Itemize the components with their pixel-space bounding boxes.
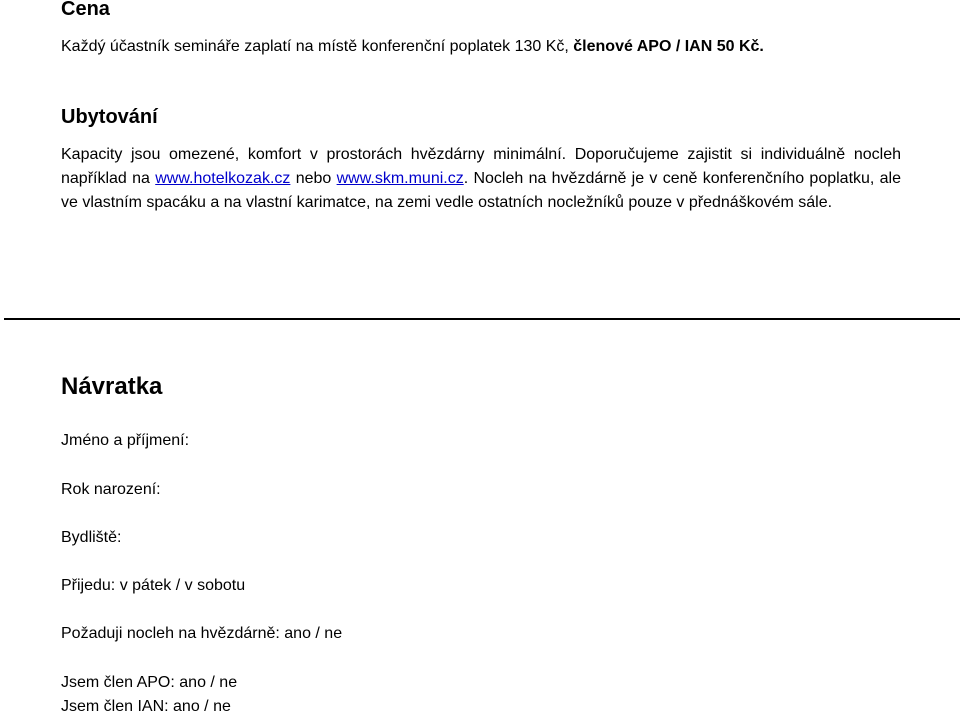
form-field-lodging: Požaduji nocleh na hvězdárně: ano / ne xyxy=(61,625,343,642)
section-heading-ubytovani: Ubytování xyxy=(61,106,158,128)
hotel-kozak-link[interactable]: www.hotelkozak.cz xyxy=(155,170,291,187)
form-field-birth-year: Rok narození: xyxy=(61,481,161,498)
price-paragraph xyxy=(61,36,764,58)
section-heading-cena: Cena xyxy=(61,0,110,20)
accommodation-text-2: nebo xyxy=(290,170,337,187)
accommodation-text-1: Kapacity jsou omezené, komfort v prostorách hvězdárny minimální. Doporučujeme zajistit si individuálně nocleh například na xyxy=(61,146,901,187)
form-field-name: Jméno a příjmení: xyxy=(61,432,190,449)
form-field-arrival: Přijedu: v pátek / v sobotu xyxy=(61,577,246,594)
price-members-text: členové APO / IAN 50 Kč. xyxy=(573,38,764,55)
section-heading-navratka: Návratka xyxy=(61,373,163,400)
form-field-ian-member: Jsem člen IAN: ano / ne xyxy=(61,698,231,715)
form-field-address: Bydliště: xyxy=(61,529,122,546)
form-field-apo-member: Jsem člen APO: ano / ne xyxy=(61,674,238,691)
section-divider xyxy=(4,318,960,320)
accommodation-paragraph xyxy=(61,143,901,215)
accommodation-text-3: . Nocleh na hvězdárně je v ceně konferenčního poplatku, ale ve vlastním spacáku a na vlastní karimatce, na zemi vedle ostatních nocležníků pouze v přednáškovém sále. xyxy=(61,170,902,211)
skm-muni-link[interactable]: www.skm.muni.cz xyxy=(336,170,464,187)
price-text: Každý účastník semináře zaplatí na místě konferenční poplatek 130 Kč, xyxy=(61,38,574,55)
